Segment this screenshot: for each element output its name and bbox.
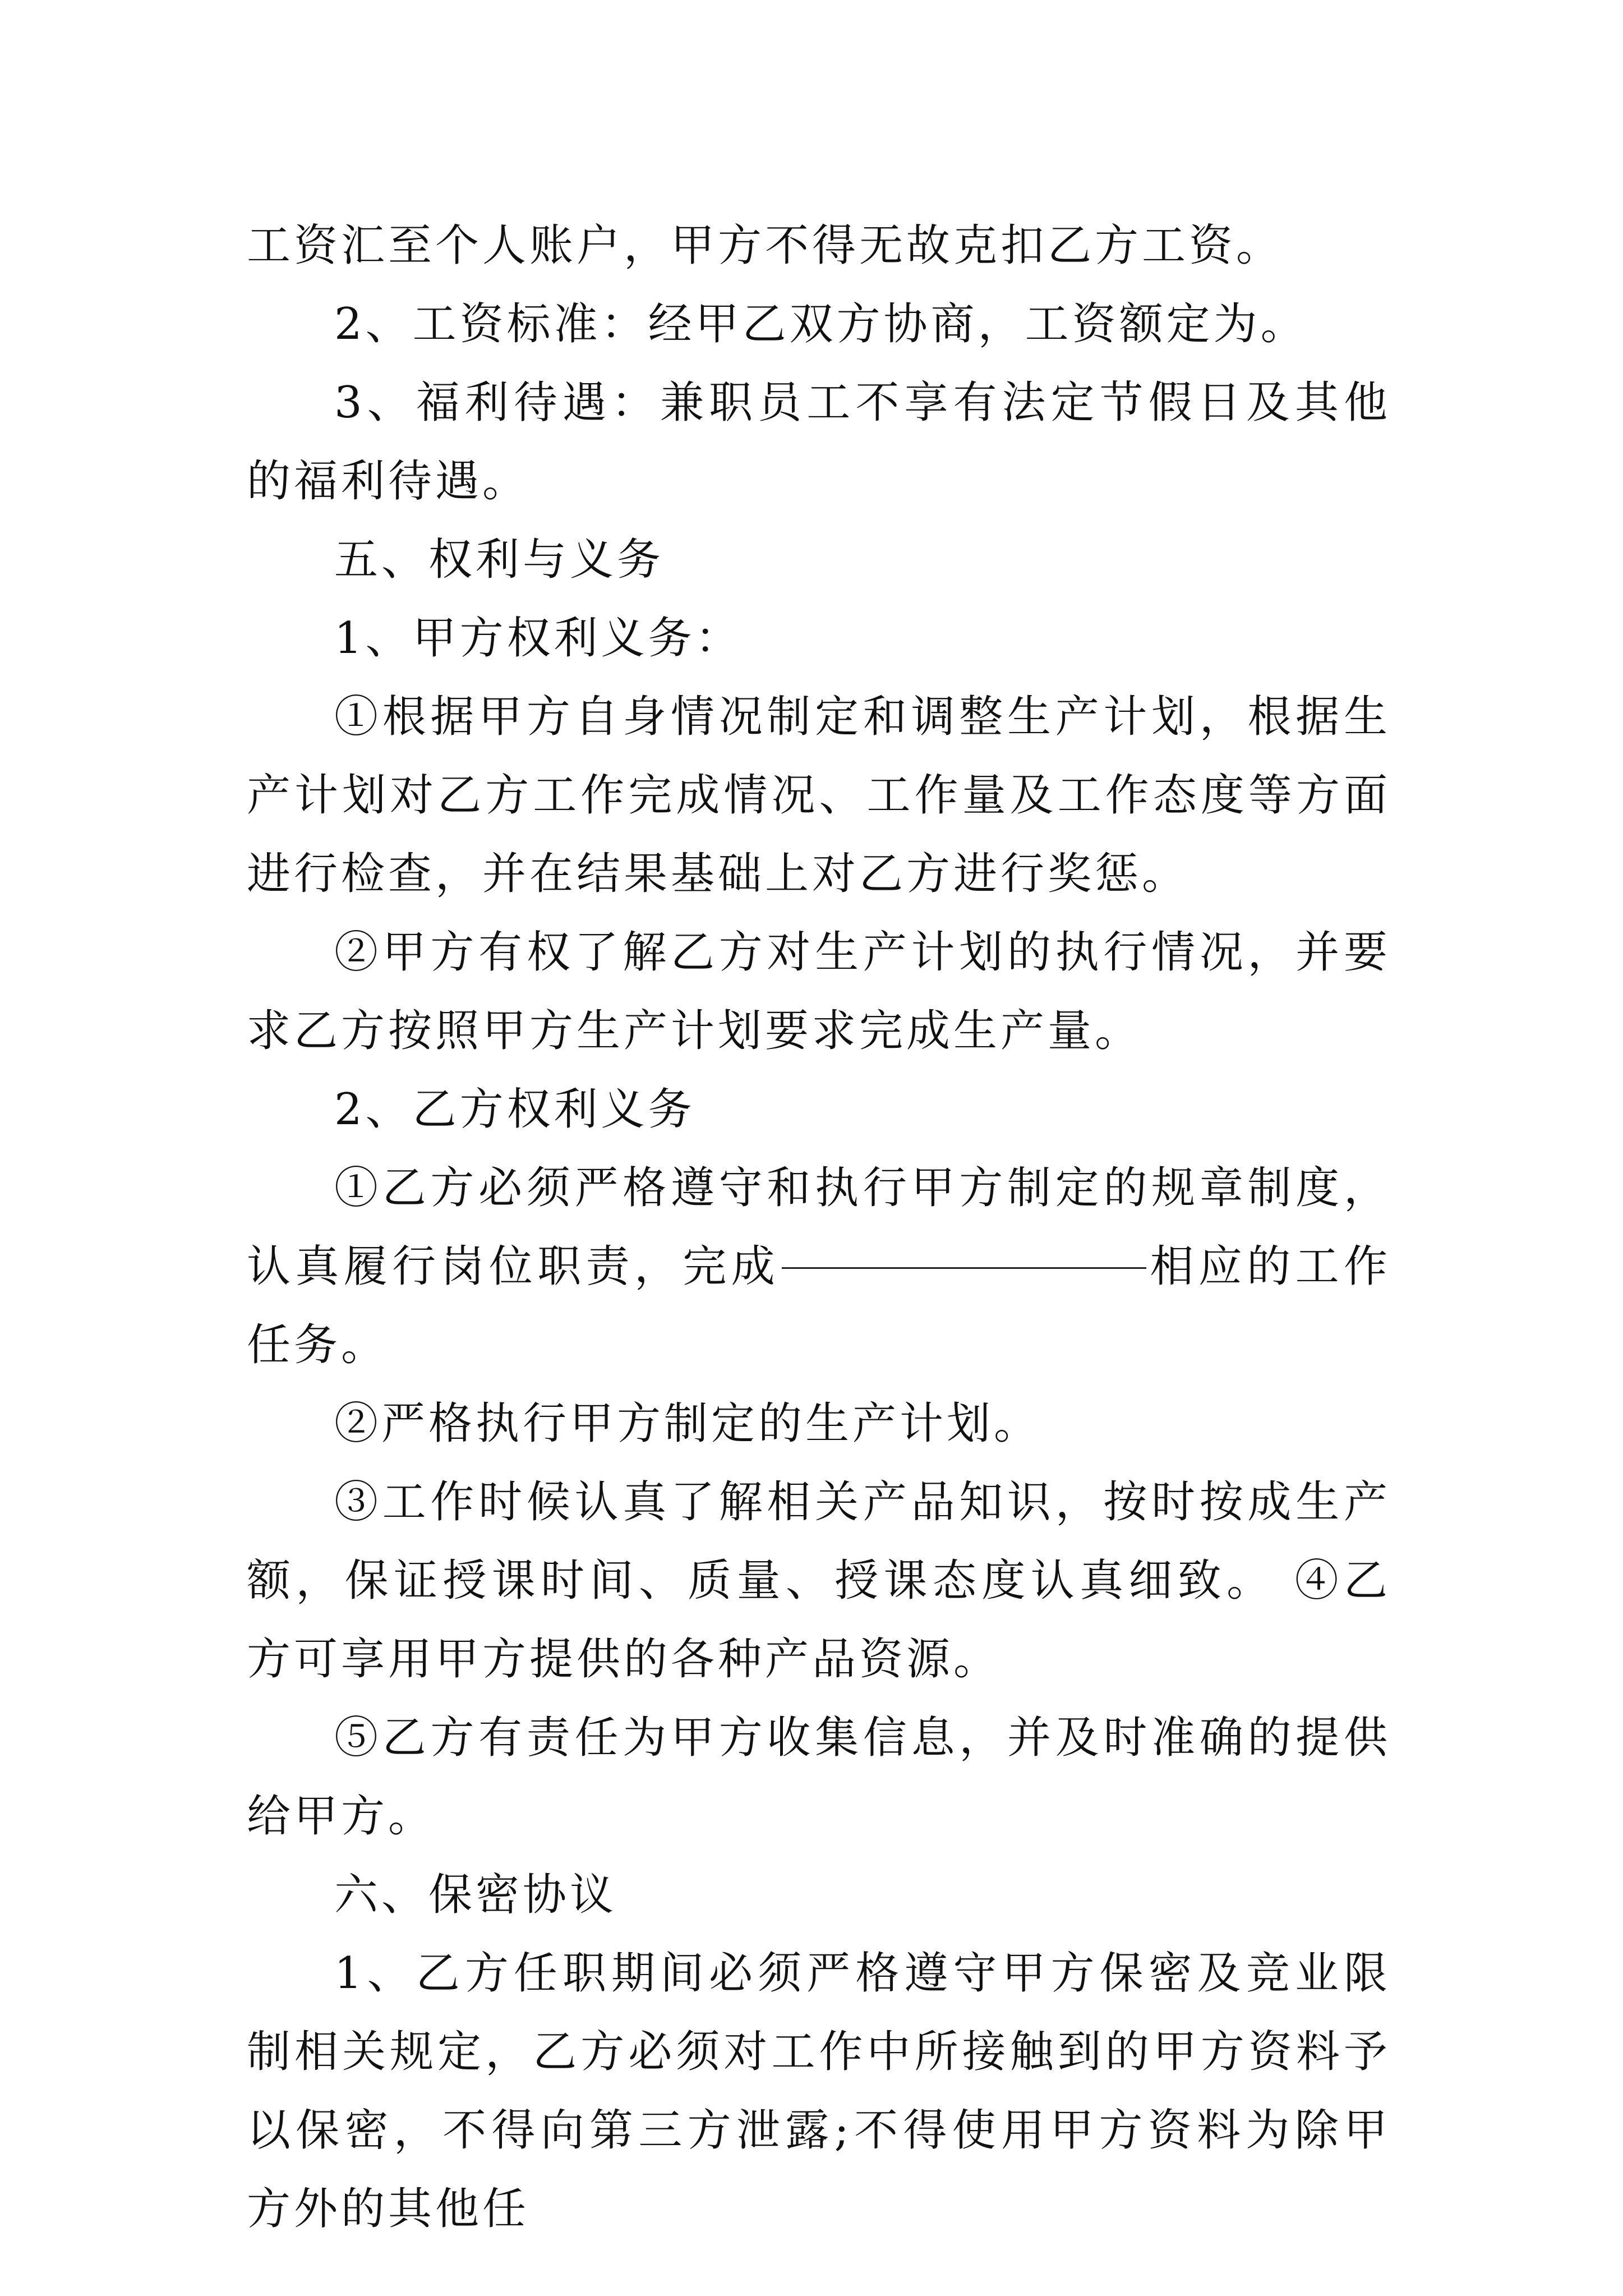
paragraph-wage-standard: 2、工资标准：经甲乙双方协商，工资额定为。	[334, 299, 1308, 349]
paragraph-benefits: 3、福利待遇：兼职员工不享有法定节假日及其他的福利待遇。	[247, 378, 1391, 507]
paragraph-party-b-item-3-4: ③工作时候认真了解相关产品知识，按时按成生产额，保证授课时间、质量、授课态度认真细致。 ④乙方可享用甲方提供的各种产品资源。	[247, 1477, 1391, 1685]
subheading-party-a-rights: 1、甲方权利义务：	[334, 613, 743, 664]
section-heading-rights-obligations: 五、权利与义务	[334, 535, 665, 585]
subheading-party-b-rights: 2、乙方权利义务	[334, 1084, 695, 1135]
paragraph-confidentiality-item-1: 1、乙方任职期间必须严格遵守甲方保密及竞业限制相关规定，乙方必须对工作中所接触到的甲方资料予以保密，不得向第三方泄露;不得使用甲方资料为除甲方外的其他任	[247, 1948, 1391, 2234]
paragraph-party-b-item-1-before: ①乙方必须严格遵守和执行甲方制定的规章制度，认真履行岗位职责，完成	[247, 1163, 1391, 1292]
fill-in-blank-line	[782, 1267, 1146, 1269]
paragraph-party-b-item-5: ⑤乙方有责任为甲方收集信息，并及时准确的提供给甲方。	[247, 1713, 1391, 1842]
paragraph-wage-transfer: 工资汇至个人账户，甲方不得无故克扣乙方工资。	[247, 220, 1284, 271]
paragraph-party-a-item-2: ②甲方有权了解乙方对生产计划的执行情况，并要求乙方按照甲方生产计划要求完成生产量。	[247, 927, 1391, 1056]
document-body	[247, 206, 1391, 2248]
paragraph-party-a-item-1: ①根据甲方自身情况制定和调整生产计划，根据生产计划对乙方工作完成情况、工作量及工作态度等方面进行检查，并在结果基础上对乙方进行奖惩。	[247, 692, 1391, 899]
paragraph-party-b-item-1	[247, 1149, 1391, 1384]
paragraph-party-b-item-2: ②严格执行甲方制定的生产计划。	[334, 1398, 1041, 1449]
paragraph-party-b-item-1-after: 相应的工作任务。	[247, 1241, 1391, 1370]
section-heading-confidentiality: 六、保密协议	[334, 1870, 617, 1920]
